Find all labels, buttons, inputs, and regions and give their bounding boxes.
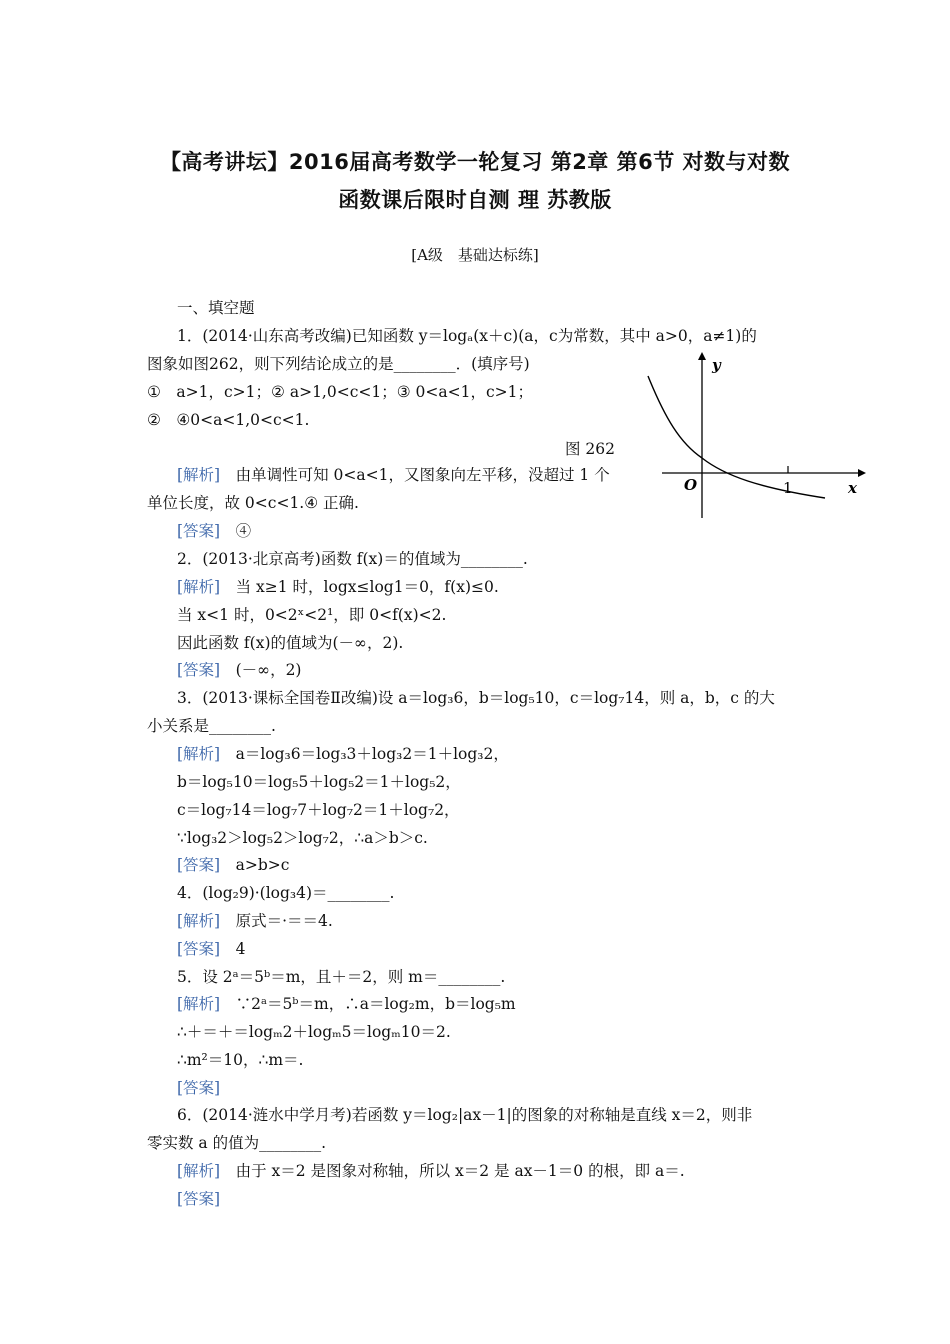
text-line bbox=[177, 827, 428, 849]
text-line bbox=[177, 1049, 303, 1071]
text-line bbox=[177, 799, 460, 821]
y-axis-arrow bbox=[698, 352, 706, 360]
function-graph bbox=[640, 348, 870, 524]
log-curve bbox=[648, 376, 825, 498]
line-text: 由单调性可知 0<a<1，又图象向左平移，没超过 1 个 bbox=[220, 466, 610, 484]
analysis-tag: [解析] bbox=[177, 745, 221, 763]
analysis-tag: [解析] bbox=[177, 1162, 221, 1180]
line-text: ∵2ᵃ＝5ᵇ＝m，∴a＝log₂m，b＝log₅m bbox=[220, 995, 516, 1013]
line-text: c＝log₇14＝log₇7＋log₇2＝1＋log₇2， bbox=[177, 801, 460, 819]
y-axis-label: y bbox=[712, 356, 721, 374]
line-text: 1．(2014·山东高考改编)已知函数 y＝logₐ(x＋c)(a，c为常数，其中 a>0，a≠1)的 bbox=[177, 327, 757, 345]
text-line bbox=[177, 1188, 220, 1210]
line-text: b＝log₅10＝log₅5＋log₅2＝1＋log₅2， bbox=[177, 773, 461, 791]
text-line bbox=[147, 353, 530, 375]
analysis-tag: [解析] bbox=[177, 995, 221, 1013]
text-line bbox=[177, 520, 251, 542]
text-line bbox=[177, 1077, 220, 1099]
line-text: ∴m²＝10，∴m＝. bbox=[177, 1051, 304, 1069]
line-text: 单位长度，故 0<c<1.④ 正确. bbox=[147, 494, 359, 512]
text-line bbox=[177, 576, 499, 598]
analysis-tag: [解析] bbox=[177, 578, 221, 596]
line-text: 4 bbox=[220, 940, 246, 958]
answer-tag: [答案] bbox=[177, 522, 221, 540]
text-line bbox=[177, 325, 757, 347]
text-line bbox=[177, 1104, 752, 1126]
text-line bbox=[177, 659, 301, 681]
text-line bbox=[177, 993, 516, 1015]
line-text: ∴＋＝＋＝logₘ2＋logₘ5＝logₘ10＝2. bbox=[177, 1023, 451, 1041]
text-line bbox=[177, 1021, 451, 1043]
line-text: 小关系是________. bbox=[147, 717, 276, 735]
level-heading: [A级 基础达标练] bbox=[411, 246, 539, 264]
line-text: 3．(2013·课标全国卷Ⅱ改编)设 a＝log₃6，b＝log₅10，c＝log₇14，则 a，b，c 的大 bbox=[177, 689, 775, 707]
text-line bbox=[147, 492, 359, 514]
line-text: 4．(log₂9)·(log₃4)＝________. bbox=[177, 884, 395, 902]
line-text: (－∞，2) bbox=[220, 661, 302, 679]
analysis-tag: [解析] bbox=[177, 466, 221, 484]
answer-tag: [答案] bbox=[177, 661, 221, 679]
line-text: 零实数 a 的值为________. bbox=[147, 1134, 327, 1152]
line-text: a>b>c bbox=[220, 856, 290, 874]
text-line bbox=[177, 604, 446, 626]
line-text: 当 x<1 时，0<2ˣ<2¹，即 0<f(x)<2. bbox=[177, 606, 447, 624]
line-text: 由于 x＝2 是图象对称轴，所以 x＝2 是 ax－1＝0 的根，即 a＝. bbox=[220, 1162, 685, 1180]
x-axis-label: x bbox=[848, 479, 857, 497]
text-line bbox=[177, 966, 505, 988]
line-text: 5．设 2ᵃ＝5ᵇ＝m，且＋＝2，则 m＝________. bbox=[177, 968, 506, 986]
text-line bbox=[177, 1160, 685, 1182]
text-line bbox=[177, 464, 610, 486]
text-line bbox=[177, 632, 403, 654]
line-text: 2．(2013·北京高考)函数 f(x)＝的值域为________. bbox=[177, 550, 528, 568]
document-title-line-2: 函数课后限时自测 理 苏教版 bbox=[338, 188, 612, 212]
document-title-line-1: 【高考讲坛】2016届高考数学一轮复习 第2章 第6节 对数与对数 bbox=[159, 150, 791, 174]
line-text: 6．(2014·涟水中学月考)若函数 y＝log₂|ax－1|的图象的对称轴是直线 x＝2，则非 bbox=[177, 1106, 753, 1124]
text-line bbox=[177, 938, 245, 960]
answer-tag: [答案] bbox=[177, 1079, 221, 1097]
line-text: 当 x≥1 时，logx≤log1＝0，f(x)≤0. bbox=[220, 578, 499, 596]
text-line bbox=[177, 743, 509, 765]
tick-label: 1 bbox=[783, 479, 793, 497]
origin-label: O bbox=[684, 476, 698, 494]
section-heading: 一、填空题 bbox=[177, 299, 255, 317]
text-line bbox=[147, 381, 533, 403]
line-text: 因此函数 f(x)的值域为(－∞，2). bbox=[177, 634, 404, 652]
line-text: ① a>1，c>1；② a>1,0<c<1；③ 0<a<1，c>1； bbox=[147, 383, 534, 401]
line-text: ∵log₃2＞log₅2＞log₇2，∴a＞b＞c. bbox=[177, 829, 428, 847]
analysis-tag: [解析] bbox=[177, 912, 221, 930]
text-line bbox=[147, 715, 276, 737]
line-text: a＝log₃6＝log₃3＋log₃2＝1＋log₃2， bbox=[220, 745, 509, 763]
text-line bbox=[177, 771, 461, 793]
text-line bbox=[147, 1132, 326, 1154]
x-axis-arrow bbox=[858, 469, 866, 477]
text-line bbox=[177, 910, 333, 932]
answer-tag: [答案] bbox=[177, 940, 221, 958]
line-text: 原式＝·＝＝4. bbox=[220, 912, 333, 930]
line-text: ④ bbox=[220, 522, 252, 540]
text-line bbox=[147, 409, 309, 431]
answer-tag: [答案] bbox=[177, 1190, 221, 1208]
text-line bbox=[177, 854, 289, 876]
text-line bbox=[177, 882, 394, 904]
figure-caption: 图 262 bbox=[565, 440, 616, 458]
line-text: 图象如图262，则下列结论成立的是________．(填序号) bbox=[147, 355, 530, 373]
text-line bbox=[177, 687, 775, 709]
line-text: ② ④0<a<1,0<c<1. bbox=[147, 411, 310, 429]
answer-tag: [答案] bbox=[177, 856, 221, 874]
text-line bbox=[177, 548, 528, 570]
